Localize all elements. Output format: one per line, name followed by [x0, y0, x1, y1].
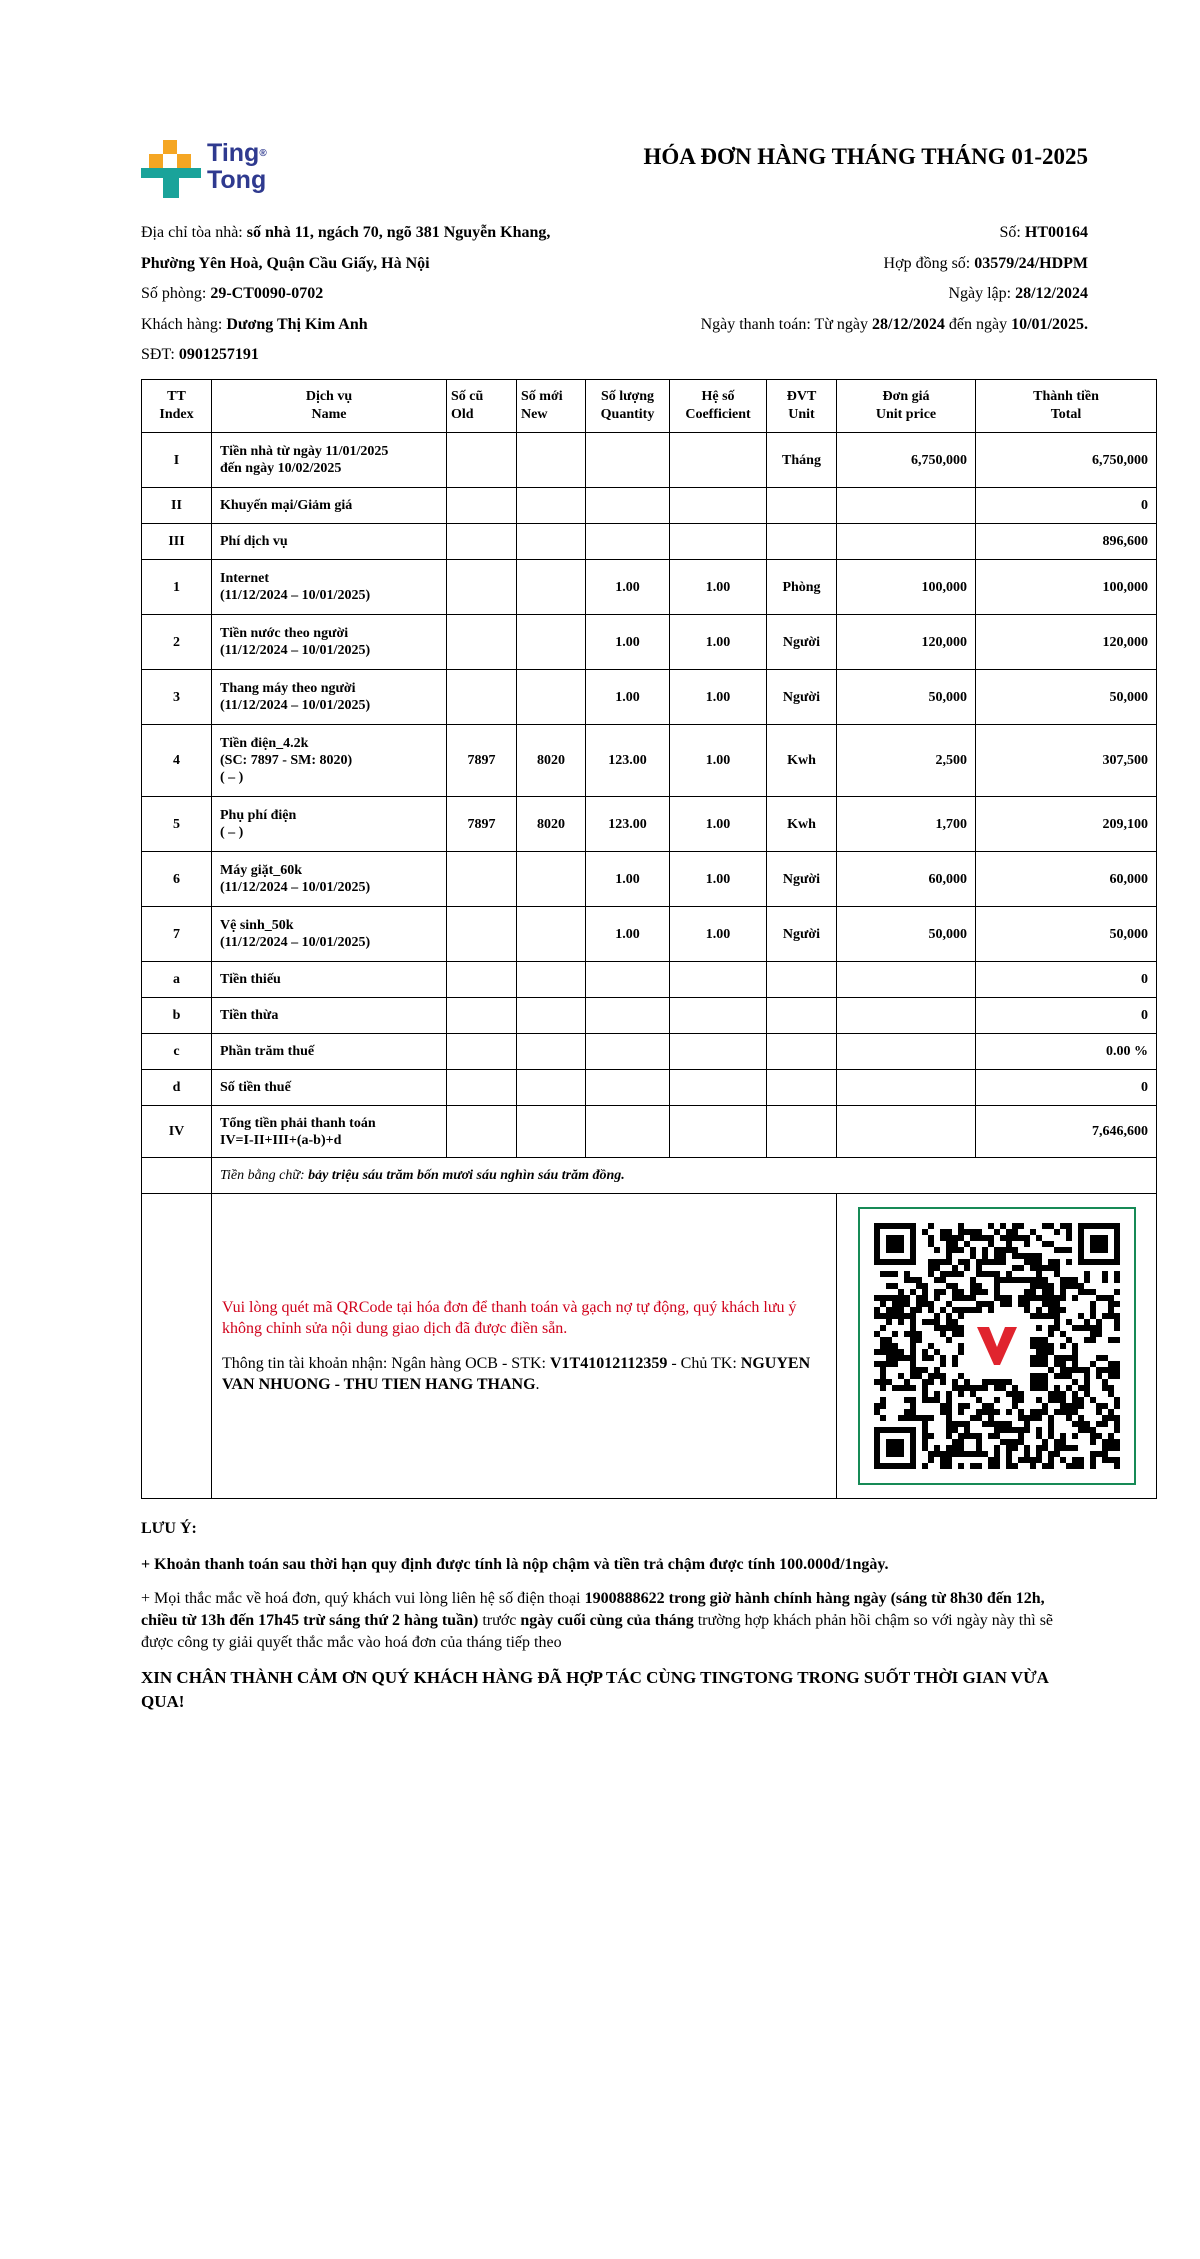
payment-mid: đến ngày — [948, 315, 1008, 333]
row-unit: Kwh — [767, 797, 837, 852]
row-name: Khuyến mại/Giảm giá — [212, 488, 447, 524]
col-header-unit-price: Đơn giá Unit price — [837, 380, 976, 433]
row-coefficient — [670, 1106, 767, 1158]
row-unit — [767, 488, 837, 524]
created-label: Ngày lập: — [948, 285, 1012, 302]
logo-word-1: Ting — [207, 139, 260, 167]
row-coefficient — [670, 1034, 767, 1070]
row-unit: Kwh — [767, 725, 837, 797]
row-new — [517, 615, 586, 670]
invoice-table — [141, 379, 1157, 1499]
row-total: 50,000 — [976, 907, 1157, 962]
row-coefficient: 1.00 — [670, 560, 767, 615]
qr-instructions — [212, 1194, 837, 1499]
row-new — [517, 1034, 586, 1070]
amount-in-words: Tiền bằng chữ: bảy triệu sáu trăm bốn mươi sáu nghìn sáu trăm đồng. — [212, 1158, 1157, 1194]
row-name: Thang máy theo người (11/12/2024 – 10/01/2025) — [212, 670, 447, 725]
room-value: 29-CT0090-0702 — [210, 285, 324, 302]
qr-payment-row — [142, 1194, 1157, 1499]
row-old: 7897 — [447, 797, 517, 852]
row-index: IV — [142, 1106, 212, 1158]
row-total: 60,000 — [976, 852, 1157, 907]
table-header-row — [142, 380, 1157, 433]
row-unit-price — [837, 1034, 976, 1070]
table-row — [142, 725, 1157, 797]
row-new — [517, 524, 586, 560]
row-name: Tiền nước theo người (11/12/2024 – 10/01/2025) — [212, 615, 447, 670]
row-coefficient — [670, 488, 767, 524]
row-quantity: 1.00 — [586, 615, 670, 670]
table-row — [142, 962, 1157, 998]
row-quantity — [586, 1106, 670, 1158]
row-coefficient — [670, 998, 767, 1034]
row-quantity: 123.00 — [586, 725, 670, 797]
row-quantity: 1.00 — [586, 560, 670, 615]
contract-value: 03579/24/HDPM — [974, 254, 1088, 272]
notes-heading: LƯU Ý: — [141, 1520, 197, 1537]
row-old — [447, 1070, 517, 1106]
row-index: III — [142, 524, 212, 560]
row-index: I — [142, 433, 212, 488]
row-coefficient: 1.00 — [670, 852, 767, 907]
row-index: c — [142, 1034, 212, 1070]
row-unit: Người — [767, 907, 837, 962]
row-new — [517, 852, 586, 907]
contact-note: + Mọi thắc mắc về hoá đơn, quý khách vui lòng liên hệ số điện thoại 1900888622 trong giờ hành chính hàng ngày (sáng từ 8h30 đến 12h, chiều từ 13h đến 17h45 trừ sáng thứ 2 hàng tuần) trước ngày cuối cùng của tháng trường hợp khách phản hồi chậm so với ngày này thì sẽ được công ty giải quyết thắc mắc vào hoá đơn của tháng tiếp theo — [141, 1590, 1054, 1651]
row-index: 1 — [142, 560, 212, 615]
col-header-old: Số cũ Old — [447, 380, 517, 433]
tingtong-logo-icon — [141, 140, 201, 198]
row-old — [447, 962, 517, 998]
room-label: Số phòng: — [141, 285, 207, 302]
table-row — [142, 560, 1157, 615]
table-row — [142, 1106, 1157, 1158]
logo-word-2: Tong — [207, 166, 267, 194]
row-old — [447, 998, 517, 1034]
row-total: 100,000 — [976, 560, 1157, 615]
row-total: 0 — [976, 488, 1157, 524]
row-quantity: 1.00 — [586, 852, 670, 907]
qr-code-icon — [874, 1223, 1120, 1469]
row-unit-price: 1,700 — [837, 797, 976, 852]
row-coefficient: 1.00 — [670, 797, 767, 852]
invoice-title: HÓA ĐƠN HÀNG THÁNG THÁNG 01-2025 — [643, 144, 1088, 169]
row-new: 8020 — [517, 725, 586, 797]
row-unit-price: 50,000 — [837, 670, 976, 725]
row-old — [447, 907, 517, 962]
row-coefficient — [670, 524, 767, 560]
row-index: 5 — [142, 797, 212, 852]
row-total: 120,000 — [976, 615, 1157, 670]
row-index: 2 — [142, 615, 212, 670]
thanks-message: XIN CHÂN THÀNH CẢM ƠN QUÝ KHÁCH HÀNG ĐÃ HỢP TÁC CÙNG TINGTONG TRONG SUỐT THỜI GIAN VỪA QUA! — [141, 1668, 1048, 1711]
row-quantity: 1.00 — [586, 670, 670, 725]
table-row — [142, 670, 1157, 725]
bank-account-info: Thông tin tài khoản nhận: Ngân hàng OCB - STK: V1T41012112359 - Chủ TK: NGUYEN VAN NHUONG - THU TIEN HANG THANG. — [222, 1355, 811, 1393]
late-payment-note: + Khoản thanh toán sau thời hạn quy định được tính là nộp chậm và tiền trả chậm được tính 100.000đ/1ngày. — [141, 1556, 889, 1573]
col-header-new: Số mới New — [517, 380, 586, 433]
row-name: Tiền thiếu — [212, 962, 447, 998]
col-header-total: Thành tiền Total — [976, 380, 1157, 433]
row-index: II — [142, 488, 212, 524]
row-unit — [767, 1106, 837, 1158]
row-quantity — [586, 962, 670, 998]
table-row — [142, 433, 1157, 488]
amount-in-words-row — [142, 1158, 1157, 1194]
row-index: 4 — [142, 725, 212, 797]
phone-label: SĐT: — [141, 346, 175, 363]
row-total: 0.00 % — [976, 1034, 1157, 1070]
row-coefficient: 1.00 — [670, 615, 767, 670]
table-row — [142, 1034, 1157, 1070]
table-row — [142, 524, 1157, 560]
row-old — [447, 1034, 517, 1070]
row-unit: Người — [767, 670, 837, 725]
col-header-coefficient: Hệ số Coefficient — [670, 380, 767, 433]
customer-label: Khách hàng: — [141, 315, 223, 333]
table-row — [142, 488, 1157, 524]
row-quantity — [586, 1034, 670, 1070]
row-old — [447, 433, 517, 488]
row-total: 209,100 — [976, 797, 1157, 852]
row-unit-price — [837, 1070, 976, 1106]
row-total: 896,600 — [976, 524, 1157, 560]
row-coefficient — [670, 1070, 767, 1106]
row-quantity — [586, 524, 670, 560]
row-quantity — [586, 998, 670, 1034]
qr-notice: Vui lòng quét mã QRCode tại hóa đơn để thanh toán và gạch nợ tự động, quý khách lưu ý không chỉnh sửa nội dung giao dịch đã được điền sẵn. — [222, 1299, 797, 1337]
row-total: 0 — [976, 1070, 1157, 1106]
row-old: 7897 — [447, 725, 517, 797]
row-total: 7,646,600 — [976, 1106, 1157, 1158]
row-unit-price: 60,000 — [837, 852, 976, 907]
row-unit: Người — [767, 852, 837, 907]
row-unit-price: 2,500 — [837, 725, 976, 797]
row-quantity — [586, 433, 670, 488]
row-new — [517, 670, 586, 725]
col-header-unit: ĐVT Unit — [767, 380, 837, 433]
row-name: Tiền nhà từ ngày 11/01/2025 đến ngày 10/02/2025 — [212, 433, 447, 488]
row-unit-price — [837, 1106, 976, 1158]
row-index: 6 — [142, 852, 212, 907]
row-index: b — [142, 998, 212, 1034]
table-row — [142, 907, 1157, 962]
row-unit — [767, 1034, 837, 1070]
row-index: d — [142, 1070, 212, 1106]
table-row — [142, 615, 1157, 670]
row-new — [517, 962, 586, 998]
col-header-index: TT Index — [142, 380, 212, 433]
table-row — [142, 797, 1157, 852]
row-unit — [767, 998, 837, 1034]
row-coefficient: 1.00 — [670, 907, 767, 962]
row-coefficient — [670, 433, 767, 488]
row-unit — [767, 524, 837, 560]
row-old — [447, 524, 517, 560]
row-name: Internet (11/12/2024 – 10/01/2025) — [212, 560, 447, 615]
row-new — [517, 433, 586, 488]
table-row — [142, 998, 1157, 1034]
row-new — [517, 560, 586, 615]
row-new — [517, 488, 586, 524]
row-total: 307,500 — [976, 725, 1157, 797]
row-new — [517, 1106, 586, 1158]
row-unit-price — [837, 488, 976, 524]
row-coefficient: 1.00 — [670, 725, 767, 797]
row-name: Phí dịch vụ — [212, 524, 447, 560]
phone-value: 0901257191 — [178, 346, 259, 363]
row-unit — [767, 1070, 837, 1106]
row-quantity — [586, 1070, 670, 1106]
row-quantity: 123.00 — [586, 797, 670, 852]
created-value: 28/12/2024 — [1015, 285, 1088, 302]
row-unit-price — [837, 524, 976, 560]
row-old — [447, 488, 517, 524]
row-unit — [767, 962, 837, 998]
address-label: Địa chỉ tòa nhà: — [141, 224, 243, 241]
invoice-info-right — [701, 222, 1088, 344]
table-row — [142, 852, 1157, 907]
row-unit-price: 100,000 — [837, 560, 976, 615]
row-name: Số tiền thuế — [212, 1070, 447, 1106]
row-name: Phần trăm thuế — [212, 1034, 447, 1070]
row-total: 0 — [976, 998, 1157, 1034]
row-unit-price: 120,000 — [837, 615, 976, 670]
row-new: 8020 — [517, 797, 586, 852]
address-line2: Phường Yên Hoà, Quận Cầu Giấy, Hà Nội — [141, 254, 430, 272]
registered-mark: ® — [259, 148, 267, 159]
number-label: Số: — [999, 224, 1021, 241]
row-name: Phụ phí điện ( – ) — [212, 797, 447, 852]
row-old — [447, 852, 517, 907]
row-unit-price — [837, 998, 976, 1034]
col-header-name: Dịch vụ Name — [212, 380, 447, 433]
row-new — [517, 1070, 586, 1106]
row-new — [517, 998, 586, 1034]
row-name: Vệ sinh_50k (11/12/2024 – 10/01/2025) — [212, 907, 447, 962]
customer-value: Dương Thị Kim Anh — [226, 315, 368, 333]
row-old — [447, 670, 517, 725]
row-old — [447, 560, 517, 615]
row-unit-price: 50,000 — [837, 907, 976, 962]
table-row — [142, 1070, 1157, 1106]
row-name: Máy giặt_60k (11/12/2024 – 10/01/2025) — [212, 852, 447, 907]
row-unit: Người — [767, 615, 837, 670]
row-name: Tiền thừa — [212, 998, 447, 1034]
row-total: 0 — [976, 962, 1157, 998]
payment-from: 28/12/2024 — [872, 315, 945, 333]
row-unit-price — [837, 962, 976, 998]
row-coefficient — [670, 962, 767, 998]
contract-label: Hợp đồng số: — [883, 254, 971, 272]
row-unit: Tháng — [767, 433, 837, 488]
row-quantity: 1.00 — [586, 907, 670, 962]
address-line1: số nhà 11, ngách 70, ngõ 381 Nguyễn Khang, — [246, 224, 551, 241]
bank-logo-icon — [977, 1327, 1017, 1365]
payment-to: 10/01/2025. — [1011, 315, 1088, 333]
notes-section — [141, 1520, 1071, 1714]
logo-wordmark — [207, 140, 267, 194]
row-unit-price: 6,750,000 — [837, 433, 976, 488]
tingtong-logo — [141, 140, 291, 202]
col-header-quantity: Số lượng Quantity — [586, 380, 670, 433]
invoice-info-left — [141, 222, 550, 375]
row-index: a — [142, 962, 212, 998]
row-coefficient: 1.00 — [670, 670, 767, 725]
row-unit: Phòng — [767, 560, 837, 615]
row-old — [447, 615, 517, 670]
row-index: 3 — [142, 670, 212, 725]
qr-code[interactable] — [858, 1207, 1136, 1485]
row-quantity — [586, 488, 670, 524]
row-new — [517, 907, 586, 962]
payment-label: Ngày thanh toán: Từ ngày — [700, 315, 869, 333]
row-total: 6,750,000 — [976, 433, 1157, 488]
row-total: 50,000 — [976, 670, 1157, 725]
row-old — [447, 1106, 517, 1158]
row-name: Tiền điện_4.2k (SC: 7897 - SM: 8020) ( – ) — [212, 725, 447, 797]
row-index: 7 — [142, 907, 212, 962]
number-value: HT00164 — [1024, 224, 1088, 241]
row-name: Tổng tiền phải thanh toán IV=I-II+III+(a-b)+d — [212, 1106, 447, 1158]
